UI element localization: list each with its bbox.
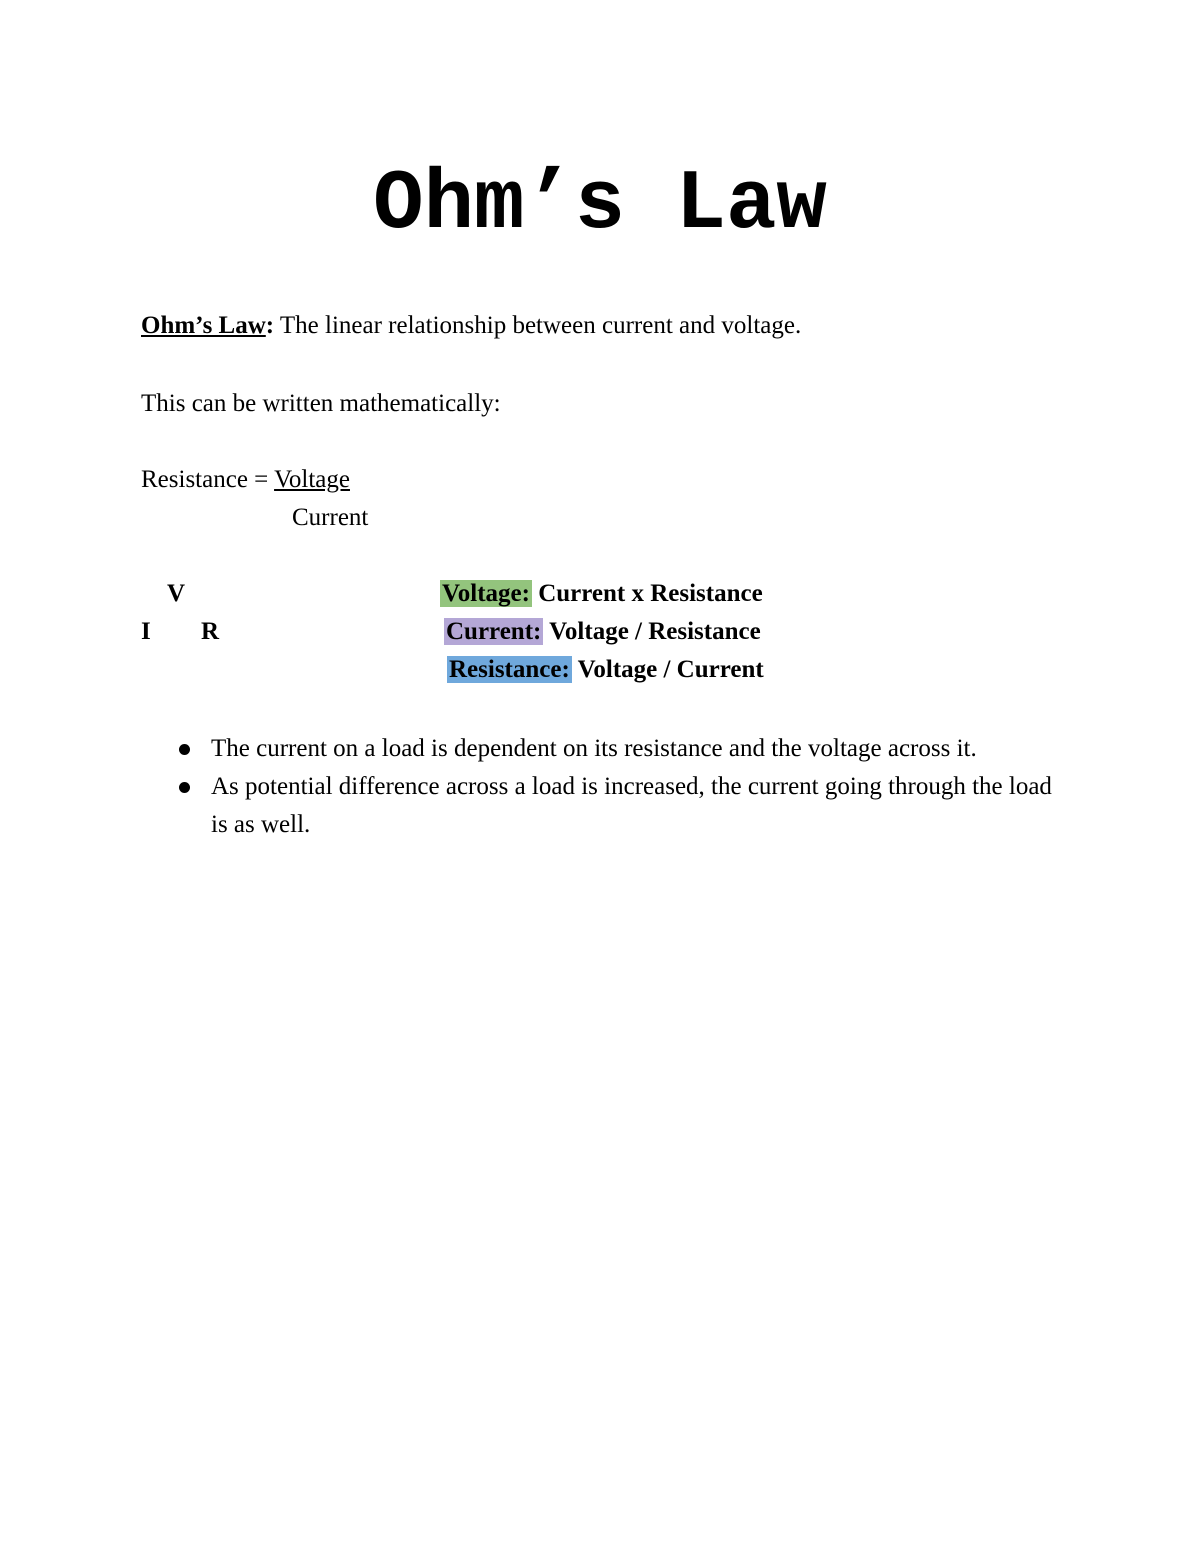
- page-title: Ohm’s Law: [373, 158, 827, 253]
- equation-lhs: Resistance =: [141, 466, 275, 493]
- bullet-dot-icon: [179, 782, 190, 793]
- formula-resistance-text: Voltage / Current: [571, 656, 764, 683]
- intro-text: This can be written mathematically:: [141, 390, 501, 417]
- bullet-text: The current on a load is dependent on its resistance and the voltage across it.: [211, 735, 977, 762]
- list-item: [177, 730, 1057, 768]
- formula-current-text: Voltage / Resistance: [543, 618, 761, 645]
- formula-voltage-text: Current x Resistance: [531, 580, 763, 607]
- formula-resistance: [447, 654, 764, 686]
- formula-current-label: Current:: [446, 618, 542, 645]
- triangle-bottom-i: I: [141, 618, 151, 645]
- bullet-list: [177, 730, 1057, 844]
- equation-numerator: Voltage: [274, 466, 350, 493]
- triangle-bottom-r: R: [201, 618, 220, 645]
- formula-voltage: [440, 578, 763, 610]
- definition-text: The linear relationship between current and voltage.: [274, 312, 802, 339]
- definition-colon: :: [265, 312, 275, 339]
- bullet-dot-icon: [179, 744, 190, 755]
- bullet-text: As potential difference across a load is increased, the current going through the load is as well.: [211, 773, 1052, 838]
- formula-current: [444, 616, 761, 648]
- formula-resistance-label: Resistance:: [449, 656, 570, 683]
- definition-line: [141, 310, 801, 342]
- triangle-top-v: V: [167, 580, 186, 607]
- formula-voltage-label: Voltage:: [442, 580, 530, 607]
- equation-line: [141, 464, 350, 496]
- equation-denominator: Current: [292, 504, 369, 531]
- definition-term: Ohm’s Law: [141, 312, 266, 339]
- list-item: [177, 768, 1057, 844]
